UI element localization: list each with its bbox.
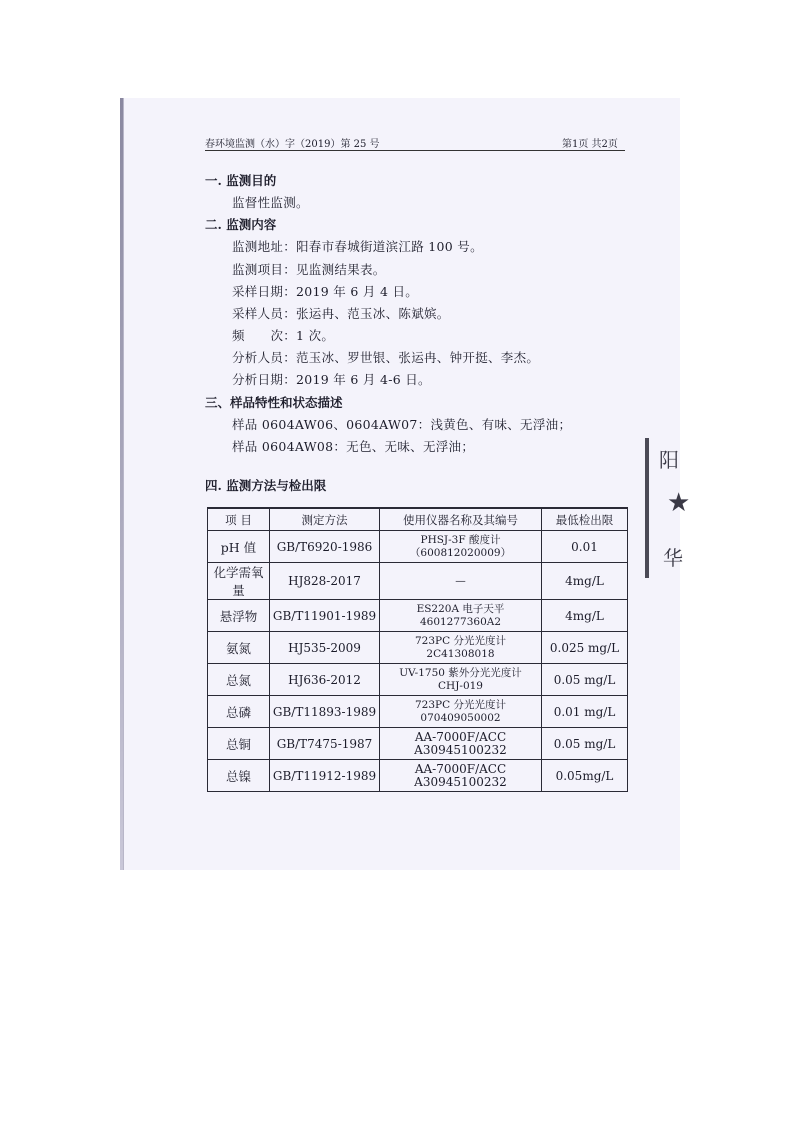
instrument-id: A30945100232	[414, 774, 507, 789]
sampling-date: 采样日期：2019 年 6 月 4 日。	[232, 284, 419, 299]
table-row	[208, 531, 628, 563]
cell-limit: 4mg/L	[542, 600, 628, 632]
cell-limit: 0.01 mg/L	[542, 696, 628, 728]
cell-item: 氨氮	[208, 632, 270, 664]
instrument-name: ES220A 电子天平	[416, 602, 505, 615]
document-number: 春环境监测（水）字（2019）第 25 号	[205, 139, 380, 150]
seal-char: 华	[663, 546, 683, 570]
page-number: 第1页 共2页	[562, 139, 618, 150]
table-row	[208, 632, 628, 664]
cell-method: GB/T11912-1989	[270, 760, 380, 792]
sample-description-1: 样品 0604AW06、0604AW07：浅黄色、有味、无浮油；	[232, 417, 572, 432]
cell-item: 总磷	[208, 696, 270, 728]
seal-star-icon: ★	[667, 488, 691, 518]
analysis-date: 分析日期：2019 年 6 月 4-6 日。	[232, 372, 431, 387]
table-row	[208, 696, 628, 728]
monitoring-purpose: 监督性监测。	[232, 195, 309, 210]
page-edge-shadow	[120, 98, 123, 870]
cell-instrument	[380, 563, 542, 600]
header-rule	[205, 150, 625, 151]
cell-item: 总镍	[208, 760, 270, 792]
cell-method: HJ636-2012	[270, 664, 380, 696]
section-2-title: 二. 监测内容	[205, 217, 277, 232]
cell-limit: 0.05 mg/L	[542, 664, 628, 696]
instrument-id: CHJ-019	[438, 679, 483, 692]
section-3-title: 三、样品特性和状态描述	[205, 395, 343, 410]
cell-limit: 0.01	[542, 531, 628, 563]
table-row	[208, 760, 628, 792]
cell-limit: 4mg/L	[542, 563, 628, 600]
instrument-name: AA-7000F/ACC	[414, 761, 507, 776]
cell-instrument	[380, 696, 542, 728]
cell-item: pH 值	[208, 531, 270, 563]
section-1-title: 一. 监测目的	[205, 173, 277, 188]
table-row	[208, 563, 628, 600]
table-row	[208, 728, 628, 760]
cell-method: HJ828-2017	[270, 563, 380, 600]
cell-method: HJ535-2009	[270, 632, 380, 664]
monitoring-address: 监测地址：阳春市春城街道滨江路 100 号。	[232, 239, 483, 254]
instrument-name: 723PC 分光光度计	[415, 634, 506, 647]
cell-method: GB/T6920-1986	[270, 531, 380, 563]
cell-method: GB/T7475-1987	[270, 728, 380, 760]
cell-item: 总铜	[208, 728, 270, 760]
instrument-name: UV-1750 紫外分光光度计	[399, 666, 522, 679]
instrument-name: PHSJ-3F 酸度计	[420, 533, 501, 546]
table-top-rule	[207, 507, 628, 509]
cell-instrument	[380, 632, 542, 664]
cell-item: 悬浮物	[208, 600, 270, 632]
cell-item: 化学需氧量	[208, 563, 270, 600]
sampling-frequency: 频 次：1 次。	[232, 328, 335, 343]
cell-method: GB/T11893-1989	[270, 696, 380, 728]
cell-instrument	[380, 531, 542, 563]
analysis-personnel: 分析人员：范玉冰、罗世银、张运冉、钟开挺、李杰。	[232, 350, 540, 365]
cell-instrument	[380, 600, 542, 632]
seal-char: 阳	[659, 448, 679, 472]
instrument-id: （600812020009）	[409, 546, 512, 559]
sampling-personnel: 采样人员：张运冉、范玉冰、陈斌嫔。	[232, 306, 450, 321]
table-header-row	[208, 509, 628, 531]
instrument-id: 2C41308018	[426, 647, 495, 660]
instrument-id: 4601277360A2	[419, 615, 502, 628]
cell-limit: 0.05 mg/L	[542, 728, 628, 760]
column-header-limit: 最低检出限	[542, 509, 628, 531]
official-seal-fragment	[645, 438, 704, 578]
column-header-method: 测定方法	[270, 509, 380, 531]
monitoring-project: 监测项目：见监测结果表。	[232, 262, 386, 277]
cell-instrument	[380, 760, 542, 792]
instrument-name: —	[455, 574, 466, 587]
cell-limit: 0.05mg/L	[542, 760, 628, 792]
column-header-instrument: 使用仪器名称及其编号	[380, 509, 542, 531]
table-row	[208, 664, 628, 696]
instrument-name: AA-7000F/ACC	[414, 729, 507, 744]
sample-description-2: 样品 0604AW08：无色、无味、无浮油；	[232, 439, 475, 454]
cell-item: 总氮	[208, 664, 270, 696]
instrument-id: A30945100232	[414, 742, 507, 757]
instrument-name: 723PC 分光光度计	[415, 698, 506, 711]
cell-instrument	[380, 728, 542, 760]
cell-method: GB/T11901-1989	[270, 600, 380, 632]
cell-limit: 0.025 mg/L	[542, 632, 628, 664]
column-header-item: 项 目	[208, 509, 270, 531]
method-limit-table	[207, 508, 628, 792]
cell-instrument	[380, 664, 542, 696]
section-4-title: 四. 监测方法与检出限	[205, 478, 327, 493]
table-row	[208, 600, 628, 632]
instrument-id: 070409050002	[420, 711, 501, 724]
